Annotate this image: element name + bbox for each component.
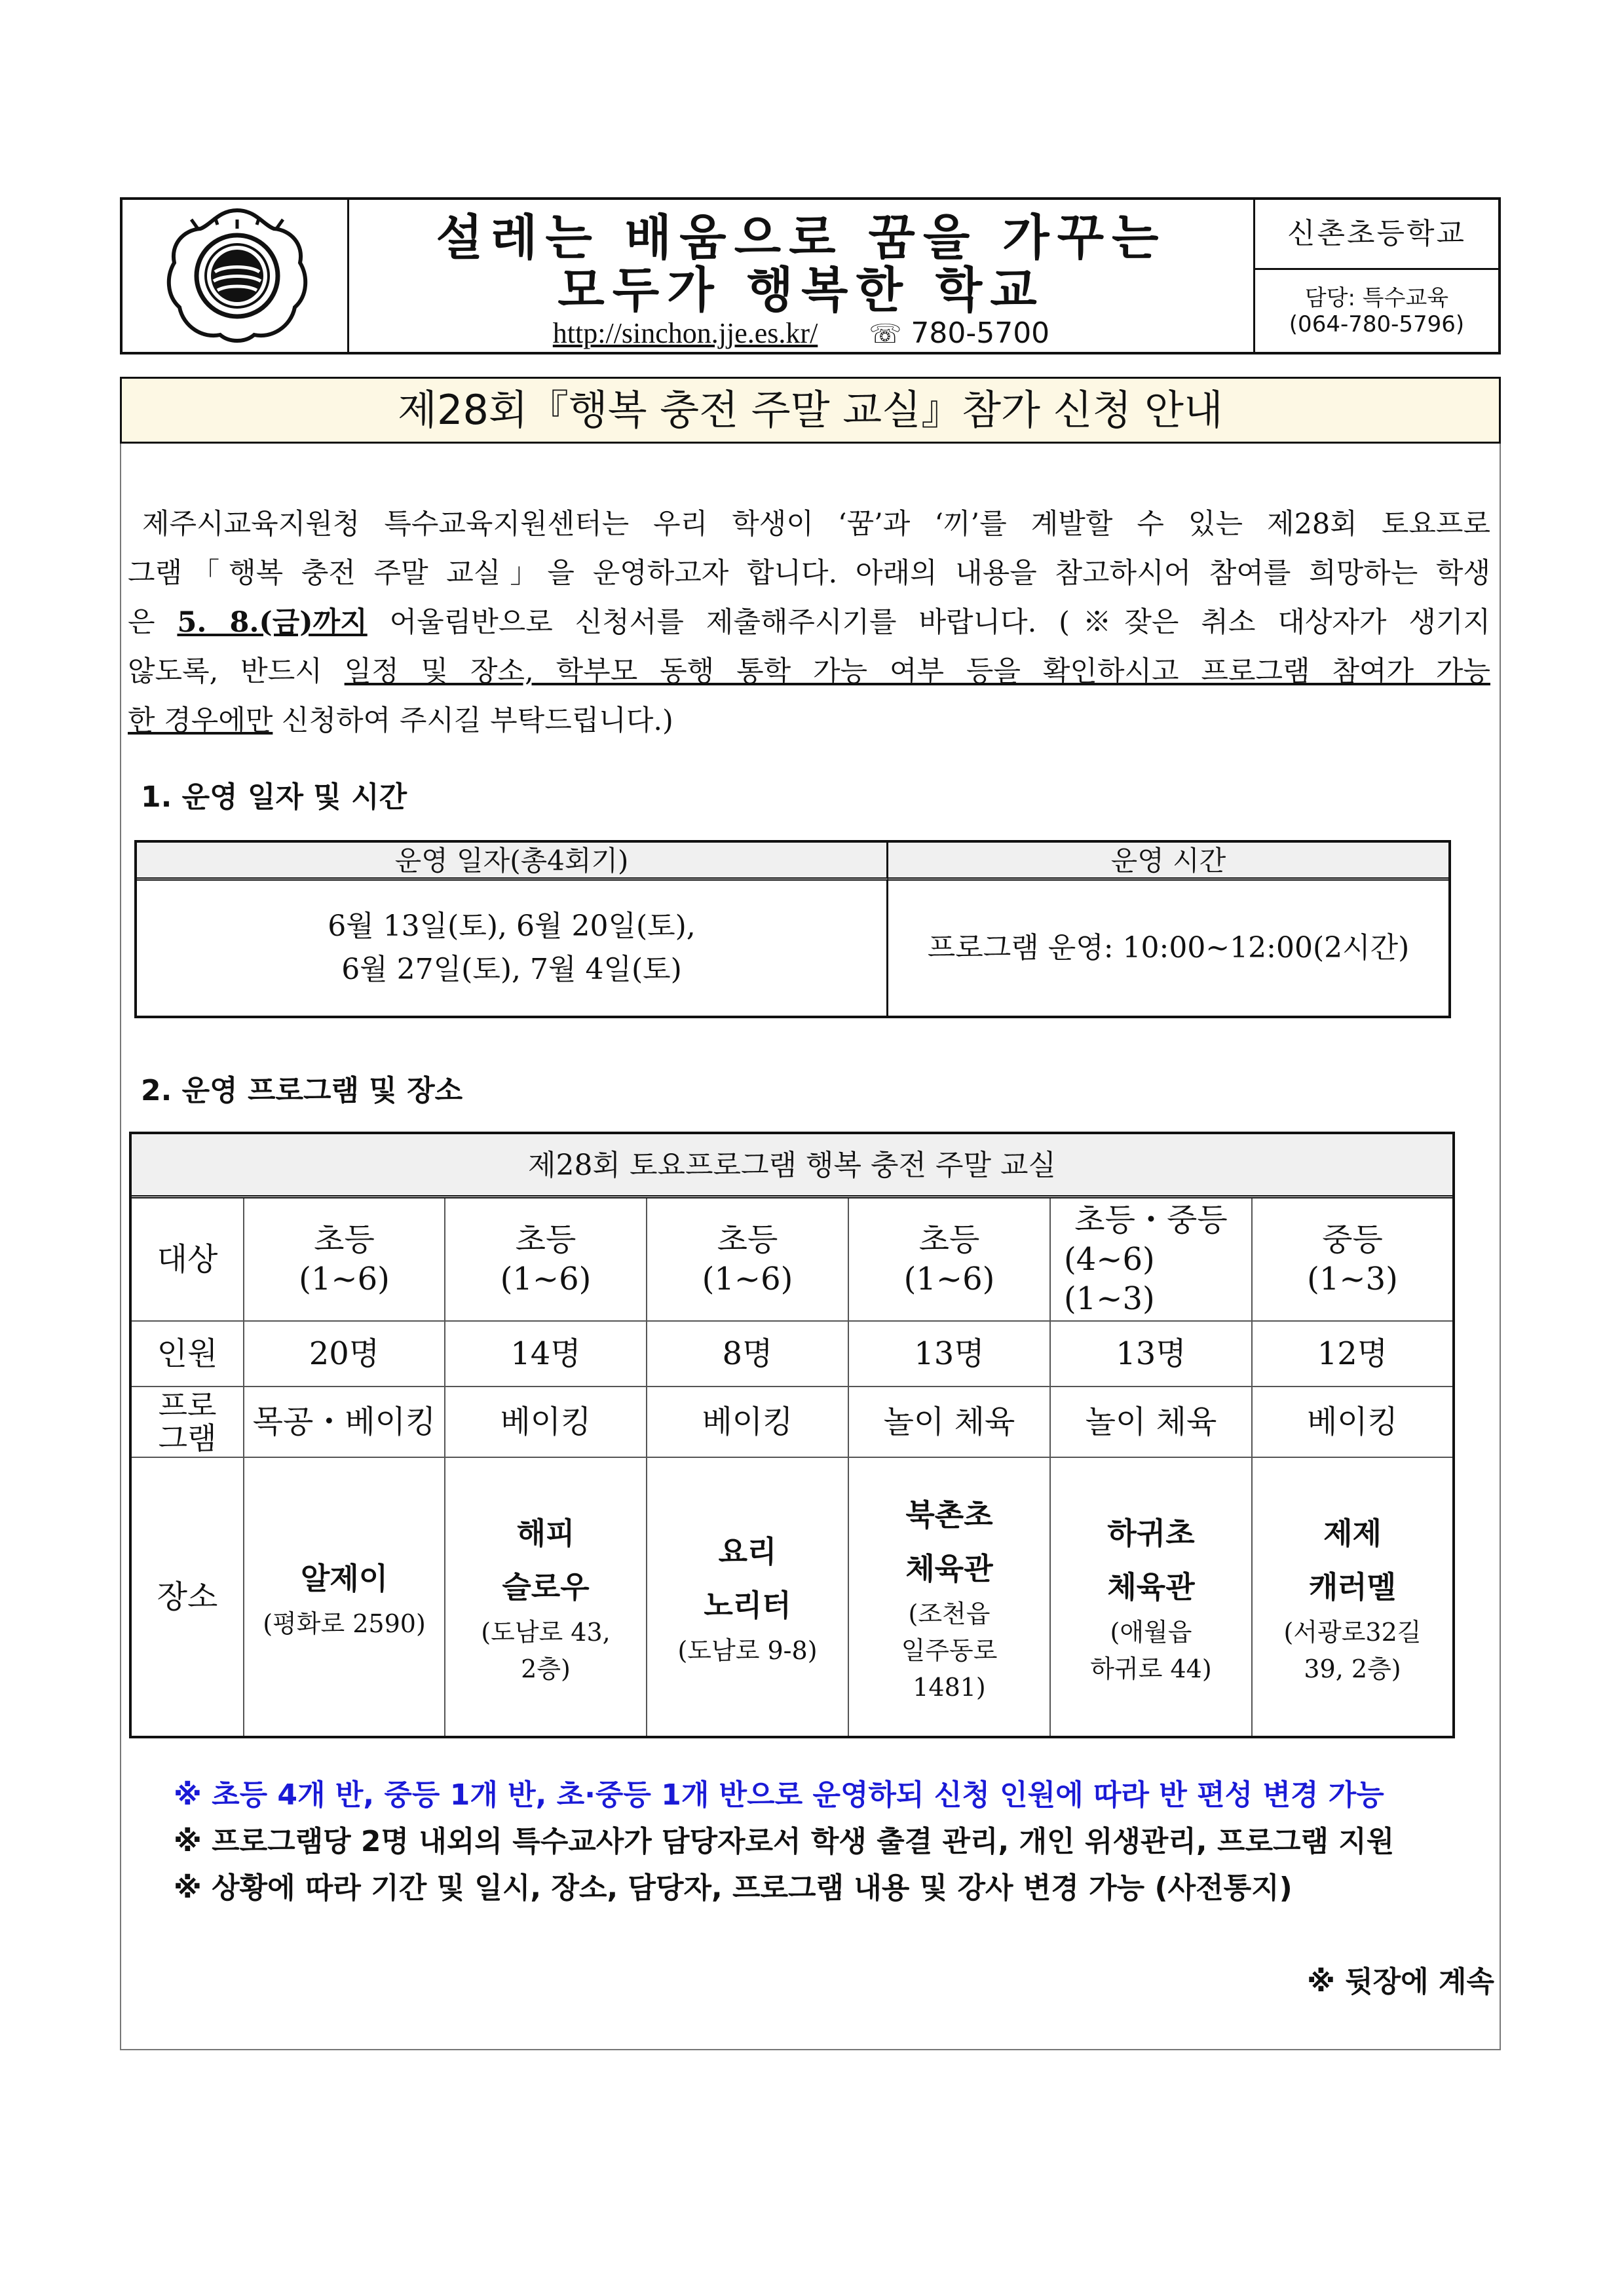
target-line-1: 초등 [717, 1221, 778, 1258]
place-address-1: (조천읍 [908, 1599, 991, 1628]
schedule-date-header: 운영 일자(총4회기) [137, 843, 888, 881]
program-value: 베이킹 [500, 1404, 592, 1440]
place-name-2: 체육관 [905, 1551, 993, 1586]
intro-line-3 [128, 600, 1490, 640]
intro-line-4 [128, 649, 1490, 689]
school-website-link[interactable]: http://sinchon.jje.es.kr/ [552, 317, 818, 349]
school-phone: 780-5700 [911, 316, 1050, 350]
place-cell [444, 1458, 646, 1736]
target-line-1: 초등 [314, 1221, 375, 1258]
count-value: 12명 [1317, 1335, 1388, 1372]
place-name-1: 요리 [718, 1534, 777, 1569]
count-cell [1049, 1322, 1251, 1386]
program-cell [444, 1387, 646, 1457]
row-label-place [132, 1458, 243, 1736]
place-name-2: 체육관 [1107, 1569, 1195, 1605]
table-row-target [132, 1198, 1452, 1320]
target-cell [1251, 1198, 1452, 1320]
schedule-table [134, 840, 1451, 1018]
header-contact [349, 316, 1253, 350]
count-cell [1251, 1322, 1452, 1386]
header-slogan-area [349, 200, 1253, 352]
intro-text-5a: 한 경우에만 [128, 704, 273, 737]
target-cell [848, 1198, 1049, 1320]
phone-icon: ☏ [869, 319, 902, 349]
count-value: 14명 [510, 1335, 581, 1372]
intro-text-3b: 어울림반으로 신청서를 제출해주시기를 바랍니다. (※잦은 취소 대상자가 생기지 [367, 606, 1490, 639]
table-row-place [132, 1457, 1452, 1736]
page-title: 제28회『행복 충전 주말 교실』참가 신청 안내 [120, 377, 1501, 444]
place-cell [848, 1458, 1049, 1736]
schedule-time-cell: 프로그램 운영: 10:00~12:00(2시간) [927, 931, 1410, 965]
note-class-composition: ※ 초등 4개 반, 중등 1개 반, 초·중등 1개 반으로 운영하되 신청 인원에 따라 반 편성 변경 가능 [174, 1778, 1384, 1812]
slogan-line-2: 모두가 행복한 학교 [557, 262, 1045, 318]
count-cell [646, 1322, 848, 1386]
intro-text-4b: 일정 및 장소, 학부모 동행 통학 가능 여부 등을 확인하시고 프로그램 참여가 가능 [344, 655, 1491, 688]
section-1-heading: 1. 운영 일자 및 시간 [141, 780, 407, 814]
table-row-program [132, 1386, 1452, 1457]
place-address-2: 39, 2층) [1304, 1655, 1401, 1683]
count-value: 8명 [722, 1335, 773, 1372]
place-address-2: 2층) [521, 1655, 571, 1683]
note-changes: ※ 상황에 따라 기간 및 일시, 장소, 담당자, 프로그램 내용 및 강사 변경 가능 (사전통지) [174, 1871, 1293, 1905]
target-line-2: (1~6) [299, 1261, 390, 1297]
target-cell [1049, 1198, 1251, 1320]
section-2-heading: 2. 운영 프로그램 및 장소 [141, 1074, 463, 1107]
place-address-1: (애월읍 [1110, 1618, 1192, 1647]
count-cell [444, 1322, 646, 1386]
place-name-1: 알제이 [300, 1561, 388, 1596]
row-label-target-text: 대상 [157, 1241, 218, 1278]
program-cell [243, 1387, 444, 1457]
program-cell [646, 1387, 848, 1457]
place-address-1: (서광로32길 [1283, 1618, 1422, 1647]
count-cell [243, 1322, 444, 1386]
continued-on-back: ※ 뒷장에 계속 [1307, 1965, 1494, 1999]
row-label-program [132, 1387, 243, 1457]
school-emblem [123, 200, 349, 352]
program-value: 베이킹 [1306, 1404, 1399, 1440]
place-name-2: 노리터 [704, 1588, 791, 1623]
program-cell [1251, 1387, 1452, 1457]
target-line-1: 중등 [1322, 1221, 1383, 1258]
intro-text-4a: 않도록, 반드시 [128, 655, 345, 688]
row-label-count-text: 인원 [157, 1335, 218, 1372]
program-cell [848, 1387, 1049, 1457]
intro-text-3a: 은 [128, 606, 178, 639]
place-name-1: 북촌초 [905, 1497, 993, 1533]
schedule-time-header: 운영 시간 [888, 843, 1448, 881]
program-table [129, 1132, 1455, 1738]
target-cell [243, 1198, 444, 1320]
table-row-count [132, 1320, 1452, 1386]
intro-text-5b: 신청하여 주시길 부탁드립니다.) [273, 704, 673, 737]
slogan-line-1: 설레는 배움으로 꿈을 가꾸는 [436, 210, 1167, 266]
target-line-1: 초등 [918, 1221, 980, 1258]
target-line-2: (1~6) [500, 1261, 592, 1297]
place-name-1: 해피 [516, 1516, 575, 1551]
target-line-2: (1~3) [1307, 1261, 1398, 1297]
contact-department: 담당: 특수교육 [1304, 285, 1449, 311]
target-line-1: 초등 [515, 1221, 576, 1258]
intro-line-5 [128, 698, 1490, 738]
deadline: 5. 8.(금)까지 [177, 606, 368, 639]
place-cell [1251, 1458, 1452, 1736]
count-value: 20명 [309, 1335, 380, 1372]
count-value: 13명 [1116, 1335, 1186, 1372]
school-header [120, 197, 1501, 354]
target-cell [646, 1198, 848, 1320]
schedule-dates-line-1: 6월 13일(토), 6월 20일(토), [328, 909, 696, 943]
place-name-1: 하귀초 [1107, 1516, 1195, 1551]
place-address-1: (도남로 43, [481, 1618, 611, 1647]
target-line-2: (1~6) [702, 1261, 793, 1297]
program-value: 놀이 체육 [883, 1404, 1015, 1440]
program-cell [1049, 1387, 1251, 1457]
place-name-2: 캐러멜 [1308, 1569, 1397, 1605]
school-emblem-icon [123, 200, 349, 352]
program-value: 목공・베이킹 [252, 1404, 436, 1440]
schedule-dates-line-2: 6월 27일(토), 7월 4일(토) [341, 953, 682, 986]
place-address-2: 하귀로 44) [1090, 1655, 1212, 1683]
row-label-program-1: 프로 [158, 1388, 217, 1423]
target-line-1: 초등・중등 [1074, 1202, 1228, 1238]
place-name-1: 제제 [1323, 1516, 1382, 1551]
place-cell [1049, 1458, 1251, 1736]
intro-text-1: 제주시교육지원청 특수교육지원센터는 우리 학생이 ‘꿈’과 ‘끼’를 계발할 수 있는 제28회 토요프로 [142, 508, 1490, 541]
target-line-3: (1~3) [1064, 1280, 1155, 1317]
contact-phone: (064-780-5796) [1289, 311, 1465, 337]
row-label-place-text: 장소 [157, 1578, 218, 1615]
program-value: 베이킹 [702, 1404, 793, 1440]
count-cell [848, 1322, 1049, 1386]
place-cell [646, 1458, 848, 1736]
intro-line-1 [128, 502, 1490, 542]
row-label-count [132, 1322, 243, 1386]
target-line-2: (4~6) [1064, 1241, 1155, 1278]
place-address-1: (도남로 9-8) [677, 1636, 818, 1665]
header-school-info [1253, 200, 1498, 352]
note-teachers: ※ 프로그램당 2명 내외의 특수교사가 담당자로서 학생 출결 관리, 개인 위생관리, 프로그램 지원 [174, 1825, 1395, 1858]
target-cell [444, 1198, 646, 1320]
schedule-dates-cell [137, 881, 888, 1016]
program-value: 놀이 체육 [1085, 1404, 1217, 1440]
intro-line-2: 그램「행복 충전 주말 교실」을 운영하고자 합니다. 아래의 내용을 참고하시어 참여를 희망하는 학생 [128, 557, 1490, 590]
place-name-2: 슬로우 [502, 1569, 590, 1605]
place-address-2: 일주동로 [901, 1636, 998, 1665]
row-label-program-2: 그램 [158, 1421, 217, 1456]
school-name: 신촌초등학교 [1255, 200, 1498, 270]
place-address-1: (평화로 2590) [263, 1609, 426, 1638]
program-table-title: 제28회 토요프로그램 행복 충전 주말 교실 [132, 1134, 1452, 1198]
row-label-target [132, 1198, 243, 1320]
target-line-2: (1~6) [903, 1261, 995, 1297]
count-value: 13명 [914, 1335, 985, 1372]
place-cell [243, 1458, 444, 1736]
place-address-3: 1481) [913, 1673, 986, 1702]
